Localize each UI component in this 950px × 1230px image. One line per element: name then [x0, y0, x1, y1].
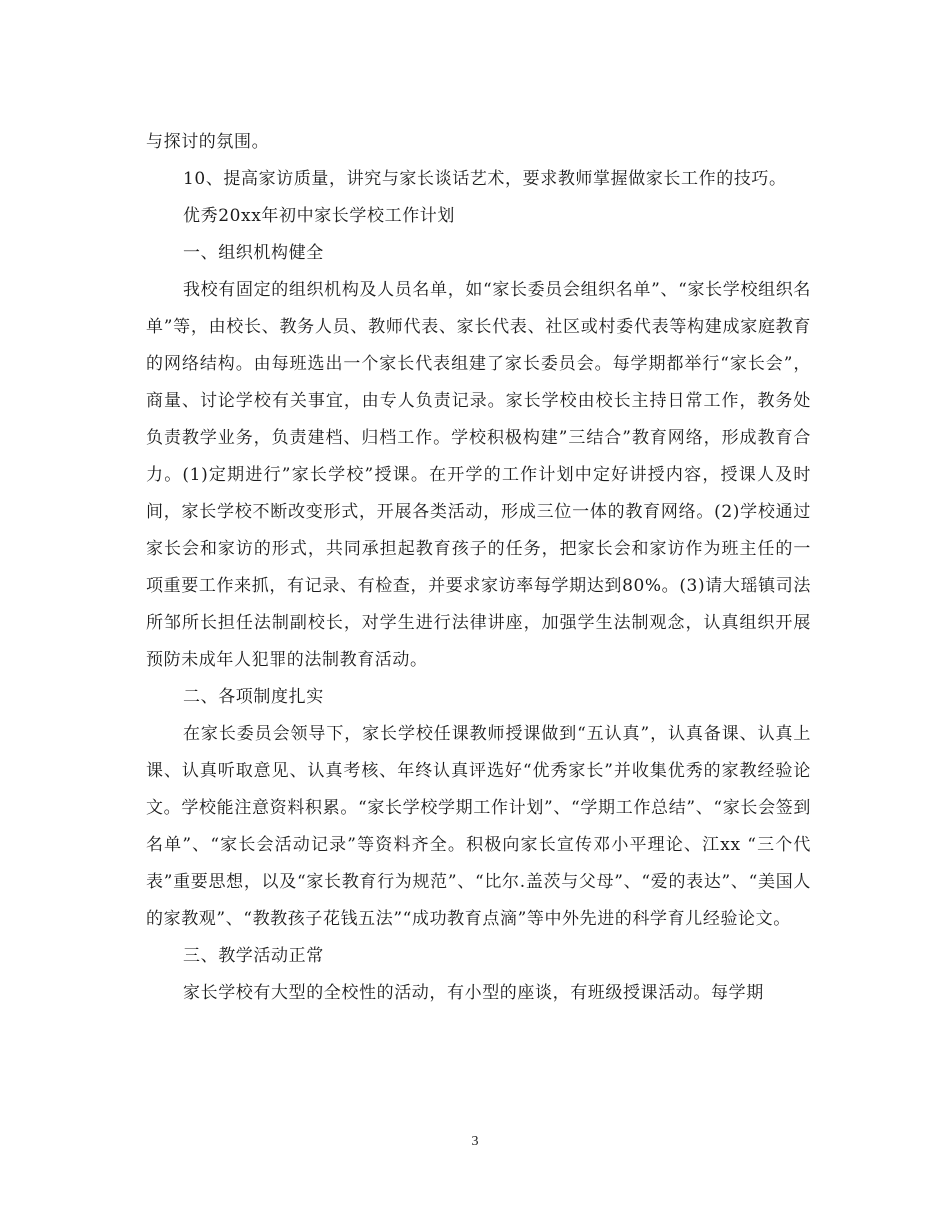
document-body [146, 124, 811, 1012]
paragraph-systems: 在家长委员会领导下，家长学校任课教师授课做到“五认真”，认真备课、认真上课、认真听取意见、认真考核、年终认真评选好“优秀家长”并收集优秀的家教经验论文。学校能注意资料积累。“家长学校学期工作计划”、“学期工作总结”、“家长会签到名单”、“家长会活动记录”等资料齐全。积极向家长宣传邓小平理论、江xx “三个代表”重要思想，以及“家长教育行为规范”、“比尔.盖茨与父母”、“爱的表达”、“美国人的家教观”、“教教孩子花钱五法”“成功教育点滴”等中外先进的科学育儿经验论文。 [146, 724, 811, 929]
paragraph-teaching: 家长学校有大型的全校性的活动，有小型的座谈，有班级授课活动。每学期 [183, 983, 764, 1003]
page-number: 3 [471, 1134, 479, 1149]
paragraph-organization: 我校有固定的组织机构及人员名单，如“家长委员会组织名单”、“家长学校组织名单”等，由校长、教务人员、教师代表、家长代表、社区或村委代表等构建成家庭教育的网络结构。由每班选出一个家长代表组建了家长委员会。每学期都举行“家长会”，商量、讨论学校有关事宜，由专人负责记录。家长学校由校长主持日常工作，教务处负责教学业务，负责建档、归档工作。学校积极构建”三结合”教育网络，形成教育合力。(1)定期进行”家长学校”授课。在开学的工作计划中定好讲授内容，授课人及时间，家长学校不断改变形式，开展各类活动，形成三位一体的教育网络。(2)学校通过家长会和家访的形式，共同承担起教育孩子的任务，把家长会和家访作为班主任的一项重要工作来抓，有记录、有检查，并要求家访率每学期达到80%。(3)请大瑶镇司法所邹所长担任法制副校长，对学生进行法律讲座，加强学生法制观念，认真组织开展预防未成年人犯罪的法制教育活动。 [146, 280, 811, 670]
section-title: 优秀20xx年初中家长学校工作计划 [183, 206, 456, 226]
heading-teaching: 三、教学活动正常 [183, 946, 324, 966]
heading-organization: 一、组织机构健全 [183, 243, 324, 263]
paragraph-continuation: 与探讨的氛围。 [146, 132, 270, 152]
paragraph-item-10: 10、提高家访质量，讲究与家长谈话艺术，要求教师掌握做家长工作的技巧。 [183, 169, 787, 189]
heading-systems: 二、各项制度扎实 [183, 687, 324, 707]
